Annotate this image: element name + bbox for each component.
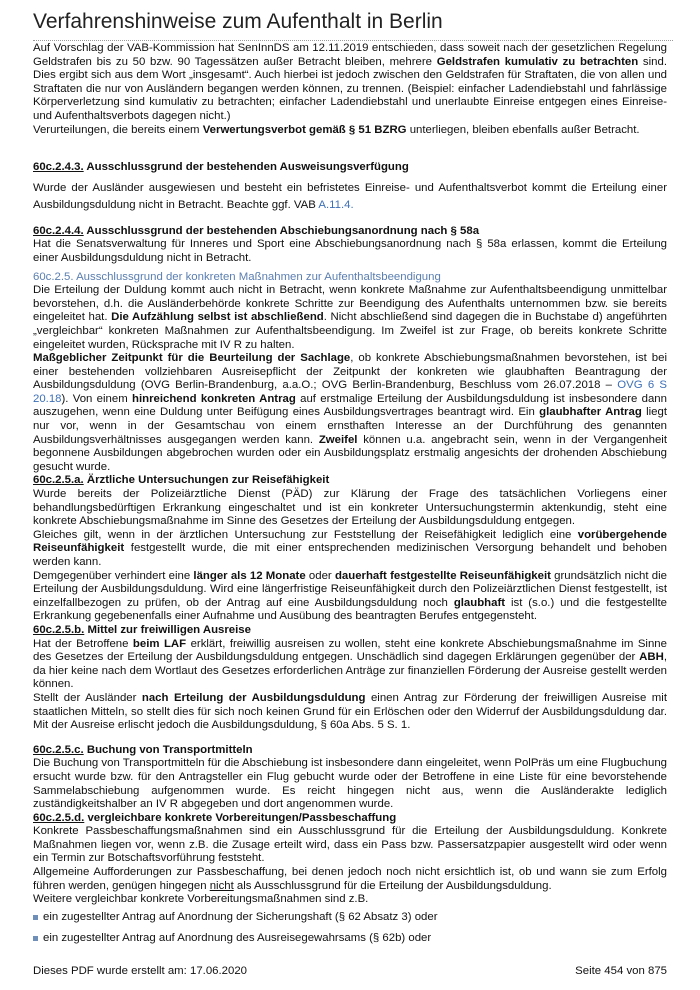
section-text-60c-2-5-d-p2: Allgemeine Aufforderungen zur Passbeschaffung, bei denen jedoch noch nicht ersichtlich ist, ob und wann sie zum Erfolg führen werden, genügen hingegen nicht als Ausschlussgrund für die Erteilung der Ausbildungsduldung. [33, 866, 667, 892]
section-heading-60c-2-5-b: 60c.2.5.b. Mittel zur freiwilligen Ausreise [33, 623, 251, 636]
section-text-60c-2-5-b-p2: Stellt der Ausländer nach Erteilung der Ausbildungsduldung einen Antrag zur Förderung der freiwilligen Ausreise mit staatlichen Mitteln, so stellt dies für sich noch keinen Grund für ein Erlöschen oder den Widerruf der Ausbildungsduldung dar. Mit der Ausreise erlischt jedoch die Ausbildungsduldung, § 60a Abs. 5 S. 1. [33, 691, 667, 732]
header-divider [33, 40, 673, 41]
section-text-60c-2-5-d-p3: Weitere vergleichbar konkrete Vorbereitungsmaßnahmen sind z.B. [33, 893, 369, 906]
document-body [33, 42, 667, 954]
section-heading-60c-2-5-a: 60c.2.5.a. Ärztliche Untersuchungen zur Reisefähigkeit [33, 474, 330, 487]
square-bullet-icon [33, 936, 38, 941]
list-item: ein zugestellter Antrag auf Anordnung des Ausreisegewahrsams (§ 62b) oder [33, 932, 667, 946]
page-number: Seite 454 von 875 [575, 965, 667, 977]
section-heading-60c-2-4-4: 60c.2.4.4. Ausschlussgrund der bestehenden Abschiebungsanordnung nach § 58a [33, 224, 480, 237]
measures-list [33, 911, 667, 946]
section-text-60c-2-4-4: Hat die Senatsverwaltung für Inneres und Sport eine Abschiebungsanordnung nach § 58a erlassen, kommt die Erteilung einer Ausbildungsduldung nicht in Betracht. [33, 238, 667, 264]
section-text-60c-2-5-b-p1: Hat der Betroffene beim LAF erklärt, freiwillig ausreisen zu wollen, steht eine konkrete Abschiebungsmaßnahme im Sinne des Gesetzes der Erteilung der Ausbildungsduldung entgegen. Unschädlich sind dagegen Erklärungen gegenüber der ABH, da hier keine nach dem Wortlaut des Gesetzes erforderlichen Anträge zur finanziellen Förderung der Ausreise gestellt werden können. [33, 637, 667, 691]
section-text-60c-2-5-a-p1: Wurde bereits der Polizeiärztliche Dienst (PÄD) zur Klärung der Frage des tatsächlichen Vorliegens einer behandlungsbedürftigen Erkrankung eingeschaltet und ist ein konkreter Untersuchungstermin aktenkundig, steht eine konkrete Abschiebungsmaßnahme im Sinne des Gesetzes der Erteilung der Ausbildungsduldung entgegen. [33, 488, 667, 528]
square-bullet-icon [33, 915, 38, 920]
link-a-11-4[interactable]: A.11.4. [318, 198, 354, 211]
section-text-60c-2-5-a-p3: Demgegenüber verhindert eine länger als 12 Monate oder dauerhaft festgestellte Reiseunfähigkeit grundsätzlich nicht die Erteilung der Ausbildungsduldung. Wird eine längerfristige Reiseunfähigkeit durch den Polizeiärztlichen Dienst festgestellt, ist einzelfallbezogen zu prüfen, ob der Antrag auf eine Ausbildungsduldung noch glaubhaft ist (s.o.) und die festgestellte Erkrankung gegebenenfalls einer Aufnahme und Ausübung des beantragten Berufes entgegensteht. [33, 569, 667, 623]
page-title: Verfahrenshinweise zum Aufenthalt in Berlin [33, 10, 443, 33]
section-heading-60c-2-5-c: 60c.2.5.c. Buchung von Transportmitteln [33, 743, 253, 756]
section-heading-60c-2-4-3: 60c.2.4.3. Ausschlussgrund der bestehenden Ausweisungsverfügung [33, 161, 409, 174]
section-text-60c-2-5-p2: Maßgeblicher Zeitpunkt für die Beurteilung der Sachlage, ob konkrete Abschiebungsmaßnahmen bevorstehen, ist bei einer bestehenden vollziehbaren Ausreisepflicht der Zeitpunkt der konkreten wie glaubhaften Beantragung der Ausbildungsduldung (OVG Berlin-Brandenburg, a.a.O.; OVG Berlin-Brandenburg, Beschluss vom 26.07.2018 – OVG 6 S 20.18). Von einem hinreichend konkreten Antrag auf erstmalige Erteilung der Ausbildungsduldung ist insbesondere dann auszugehen, wenn eine Duldung unter Beifügung eines Ausbildungsvertrages beantragt wird. Ein glaubhafter Antrag liegt nur vor, wenn in der Gesamtschau von einem ernsthaften Interesse an der Durchführung des genannten Ausbildungsverhältnisses ausgegangen werden kann. Zweifel können u.a. angebracht sein, wenn in der Vergangenheit begonnene Ausbildungen abgebrochen wurden oder ein Ausbildungsplatz erstmalig angesichts der drohenden Abschiebung gesucht wurde. [33, 352, 668, 473]
section-text-60c-2-4-3: Wurde der Ausländer ausgewiesen und besteht ein befristetes Einreise- und Aufenthaltsverbot kommt die Erteilung einer Ausbildungsduldung nicht in Betracht. Beachte ggf. VAB A.11.4. [33, 181, 667, 211]
list-item: ein zugestellter Antrag auf Anordnung der Sicherungshaft (§ 62 Absatz 3) oder [33, 911, 667, 925]
intro-paragraph-1: Auf Vorschlag der VAB-Kommission hat SenInnDS am 12.11.2019 entschieden, dass soweit nach der gesetzlichen Regelung Geldstrafen bis zu 50 bzw. 90 Tagessätzen außer Betracht bleiben, mehrere Geldstrafen kumulativ zu betrachten sind. Dies ergibt sich aus dem Wort „insgesamt“. Auch hierbei ist jedoch zwischen den Geldstrafen für Straftaten, die von allen und Straftaten die nur von Ausländern begangen werden können, zu trennen. (Beispiel: einfacher Ladendiebstahl und fahrlässige Körperverletzung sind kumulativ zu betrachten; einfacher Ladendiebstahl und unerlaubte Einreise entgegen eines Einreise- und Aufenthaltsverbots dagegen nicht.) [33, 42, 667, 122]
section-heading-60c-2-5-d: 60c.2.5.d. vergleichbare konkrete Vorbereitungen/Passbeschaffung [33, 811, 397, 824]
section-text-60c-2-5-c: Die Buchung von Transportmitteln für die Abschiebung ist insbesondere dann eingeleitet, wenn PolPräs um eine Flugbuchung ersucht wurde bzw. für den Antragsteller ein Flug gebucht wurde oder der Betroffene in eine Liste für eine bevorstehende Sammelabschiebung aufgenommen wurde. Es reicht hingegen nicht aus, wenn die Ausländerakte lediglich zuständigkeitshalber an IV R abgegeben und dort angenommen wurde. [33, 757, 667, 811]
section-heading-60c-2-5: 60c.2.5. Ausschlussgrund der konkreten Maßnahmen zur Aufenthaltsbeendigung [33, 270, 441, 283]
page-header [33, 8, 673, 41]
created-date: Dieses PDF wurde erstellt am: 17.06.2020 [33, 965, 247, 977]
link-ovg-6-s-20-18[interactable]: OVG 6 S 20.18 [33, 379, 667, 405]
section-text-60c-2-5-a-p2: Gleiches gilt, wenn in der ärztlichen Untersuchung zur Feststellung der Reisefähigkeit lediglich eine vorübergehende Reiseunfähigkeit festgestellt wurde, die mit einer entsprechenden medizinischen Versorgung behandelt und behoben werden kann. [33, 528, 667, 568]
section-text-60c-2-5-p1: Die Erteilung der Duldung kommt auch nicht in Betracht, wenn konkrete Maßnahme zur Aufenthaltsbeendigung unmittelbar bevorstehen, d.h. die Ausländerbehörde konkrete Schritte zur Beendigung des Aufenthalts unternommen bzw. sie bereits eingeleitet hat. Die Aufzählung selbst ist abschließend. Nicht abschließend sind dagegen die in Buchstabe d) angeführten „vergleichbar“ konkreten Maßnahmen zur Aufenthaltsbeendigung. Im Zweifel ist zur Frage, ob bereits konkrete Schritte eingeleitet wurden, Rücksprache mit IV R zu halten. [33, 284, 667, 351]
intro-paragraph-2: Verurteilungen, die bereits einem Verwertungsverbot gemäß § 51 BZRG unterliegen, bleiben ebenfalls außer Betracht. [33, 123, 640, 136]
section-text-60c-2-5-d-p1: Konkrete Passbeschaffungsmaßnahmen sind ein Ausschlussgrund für die Erteilung der Ausbildungsduldung. Konkrete Maßnahmen liegen vor, wenn z.B. die Zusage erteilt wird, dass ein Pass bzw. Passersatzpapier ausgestellt wird oder wenn ein Termin zur Botschaftsvorführung feststeht. [33, 825, 667, 865]
